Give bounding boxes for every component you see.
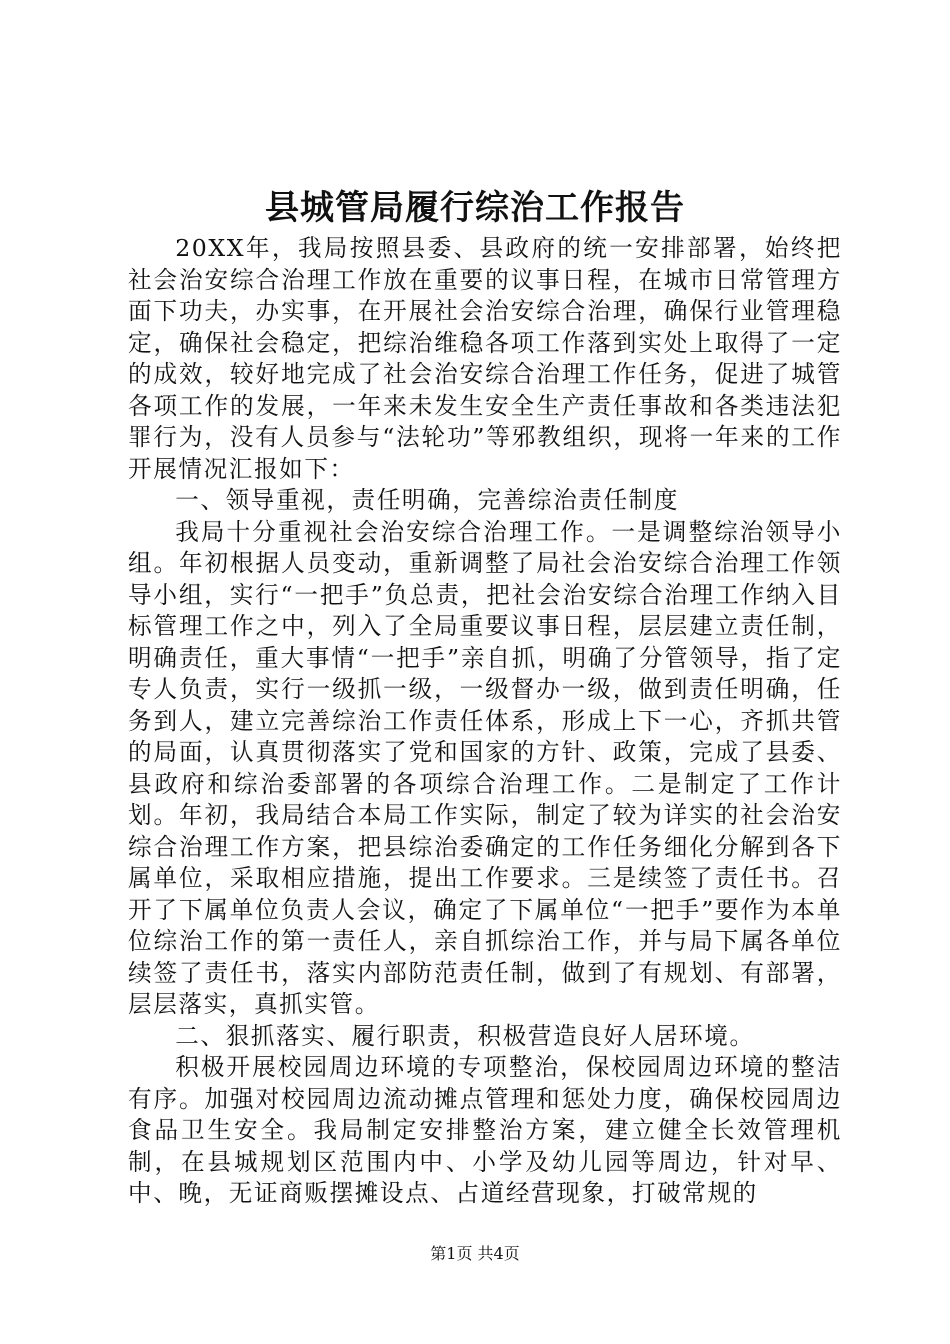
document-body bbox=[128, 233, 842, 1210]
section-heading-2: 二、狠抓落实、履行职责，积极营造良好人居环境。 bbox=[175, 1021, 755, 1050]
document-title: 县城管局履行综治工作报告 bbox=[265, 188, 685, 228]
paragraph-intro: 20XX年，我局按照县委、县政府的统一安排部署，始终把社会治安综合治理工作放在重要的议事日程，在城市日常管理方面下功夫，办实事，在开展社会治安综合治理，确保行业管理稳定，确保社会稳定，把综治维稳各项工作落到实处上取得了一定的成效，较好地完成了社会治安综合治理工作任务，促进了城管各项工作的发展，一年来未发生安全生产责任事故和各类违法犯罪行为，没有人员参与“法轮功”等邪教组织，现将一年来的工作开展情况汇报如下： bbox=[128, 234, 842, 483]
section-heading-1: 一、领导重视，责任明确，完善综治责任制度 bbox=[175, 486, 680, 514]
paragraph-section-2: 积极开展校园周边环境的专项整治，保校园周边环境的整洁有序。加强对校园周边流动摊点管理和惩处力度，确保校园周边食品卫生安全。我局制定安排整治方案，建立健全长效管理机制，在县城规划区范围内中、小学及幼儿园等周边，针对早、中、晚，无证商贩摆摊设点、占道经营现象，打破常规的 bbox=[128, 1053, 842, 1207]
page-footer: 第1页 共4页 bbox=[430, 1244, 520, 1263]
paragraph-section-1: 我局十分重视社会治安综合治理工作。一是调整综治领导小组。年初根据人员变动，重新调整了局社会治安综合治理工作领导小组，实行“一把手”负总责，把社会治安综合治理工作纳入目标管理工作之中，列入了全局重要议事日程，层层建立责任制，明确责任，重大事情“一把手”亲自抓，明确了分管领导，指了定专人负责，实行一级抓一级，一级督办一级，做到责任明确，任务到人，建立完善综治工作责任体系，形成上下一心，齐抓共管的局面，认真贯彻落实了党和国家的方针、政策，完成了县委、县政府和综治委部署的各项综合治理工作。二是制定了工作计划。年初，我局结合本局工作实际，制定了较为详实的社会治安综合治理工作方案，把县综治委确定的工作任务细化分解到各下属单位，采取相应措施，提出工作要求。三是续签了责任书。召开了下属单位负责人会议，确定了下属单位“一把手”要作为本单位综治工作的第一责任人，亲自抓综治工作，并与局下属各单位续签了责任书，落实内部防范责任制，做到了有规划、有部署，层层落实，真抓实管。 bbox=[128, 517, 842, 1018]
